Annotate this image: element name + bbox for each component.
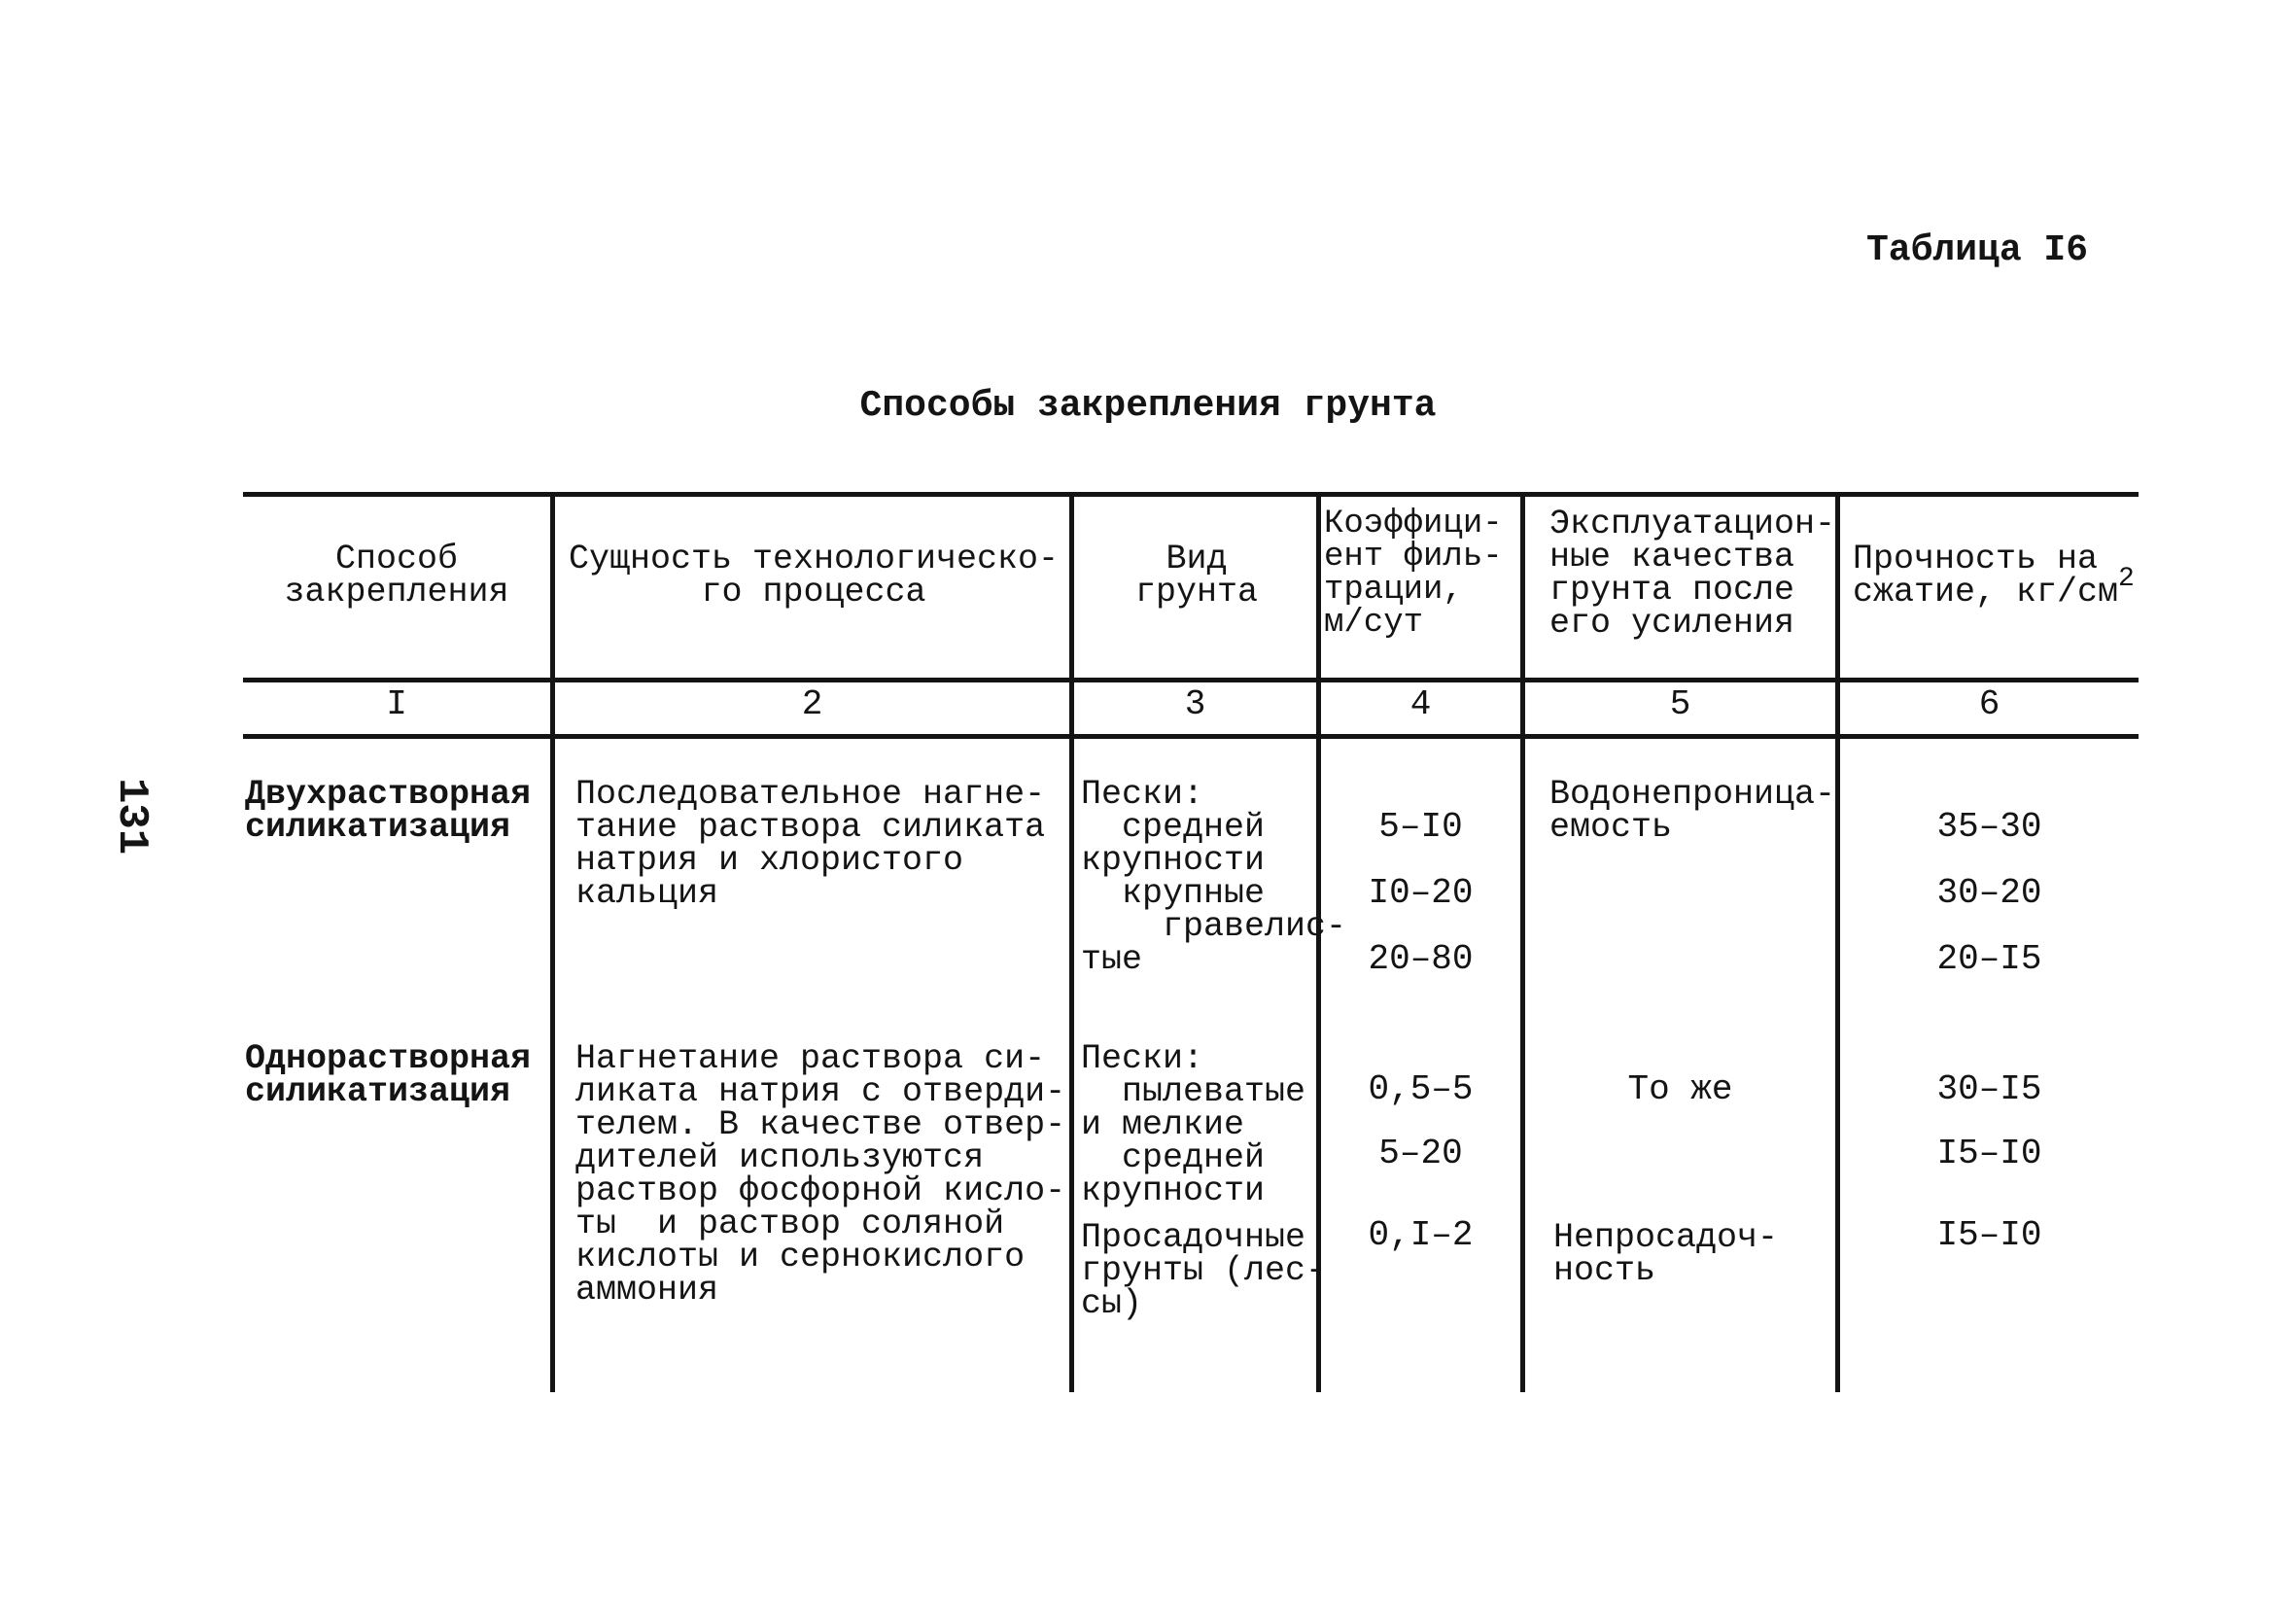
column-number-5: 5 (1669, 684, 1691, 724)
row1-filtration-1: 5–I0 (1378, 807, 1463, 847)
column-divider-4 (1520, 494, 1525, 1392)
row2-strength-2: I5–I0 (1936, 1134, 2042, 1173)
page-number: 131 (107, 778, 156, 856)
row1-operational-quality: Водонепроница- емость (1549, 775, 1836, 847)
row2-process: Нагнетание раствора си- ликата натрия с отверди- телем. В качестве отвер- дителей используются раствор фосфорной кисло- ты и раствор соляной кислоты и сернокислого аммония (575, 1039, 1066, 1310)
column-number-1: I (386, 684, 407, 724)
header-process: Сущность технологическо- го процесса (568, 540, 1060, 612)
header-operational-quality: Эксплуатацион- ные качества грунта после его усиления (1549, 505, 1836, 643)
column-numbers-bottom-rule (243, 734, 2139, 739)
row1-strength-2: 30–20 (1936, 873, 2042, 913)
row1-strength-3: 20–I5 (1936, 939, 2042, 979)
row2-filtration-3: 0,I–2 (1368, 1215, 1474, 1255)
row1-method: Двухрастворная силикатизация (245, 775, 532, 847)
table-title: Способы закрепления грунта (859, 385, 1437, 427)
column-number-3: 3 (1184, 684, 1206, 724)
row2-strength-1: 30–I5 (1936, 1069, 2042, 1109)
header-filtration-coefficient: Коэффици- ент филь- трации, м/сут (1324, 506, 1503, 642)
column-divider-2 (1069, 494, 1074, 1392)
row2-soil-type-sands: Пески: пылеватые и мелкие средней крупности (1081, 1039, 1306, 1210)
row1-filtration-3: 20–80 (1368, 939, 1474, 979)
header-bottom-rule (243, 678, 2139, 682)
row2-strength-3: I5–I0 (1936, 1215, 2042, 1255)
column-number-4: 4 (1409, 684, 1432, 724)
row2-method: Однорастворная силикатизация (245, 1039, 532, 1111)
column-number-6: 6 (1978, 684, 2000, 724)
table-top-rule (243, 492, 2139, 497)
column-number-2: 2 (801, 684, 823, 724)
row2-operational-quality-same: То же (1627, 1069, 1733, 1109)
header-method: Способ закрепления (284, 540, 509, 612)
column-divider-1 (550, 494, 555, 1392)
row2-filtration-1: 0,5–5 (1368, 1069, 1474, 1109)
header-strength-text: Прочность на сжатие, кг/см (1853, 540, 2119, 612)
row2-filtration-2: 5–20 (1378, 1134, 1463, 1173)
header-soil-type: Вид грунта (1134, 540, 1259, 612)
table-label: Таблица I6 (1866, 229, 2089, 271)
header-strength-exponent: 2 (2118, 564, 2135, 594)
row1-strength-1: 35–30 (1936, 807, 2042, 847)
row2-operational-quality-non-subsidence: Непросадоч- ность (1553, 1218, 1779, 1290)
row1-soil-type: Пески: средней крупности крупные гравелис- тые (1081, 775, 1347, 979)
row1-process: Последовательное нагне- тание раствора силиката натрия и хлористого кальция (575, 775, 1046, 913)
row2-soil-type-loess: Просадочные грунты (лес- сы) (1081, 1218, 1327, 1323)
row1-filtration-2: I0–20 (1368, 873, 1474, 913)
header-compressive-strength (1853, 540, 2135, 612)
